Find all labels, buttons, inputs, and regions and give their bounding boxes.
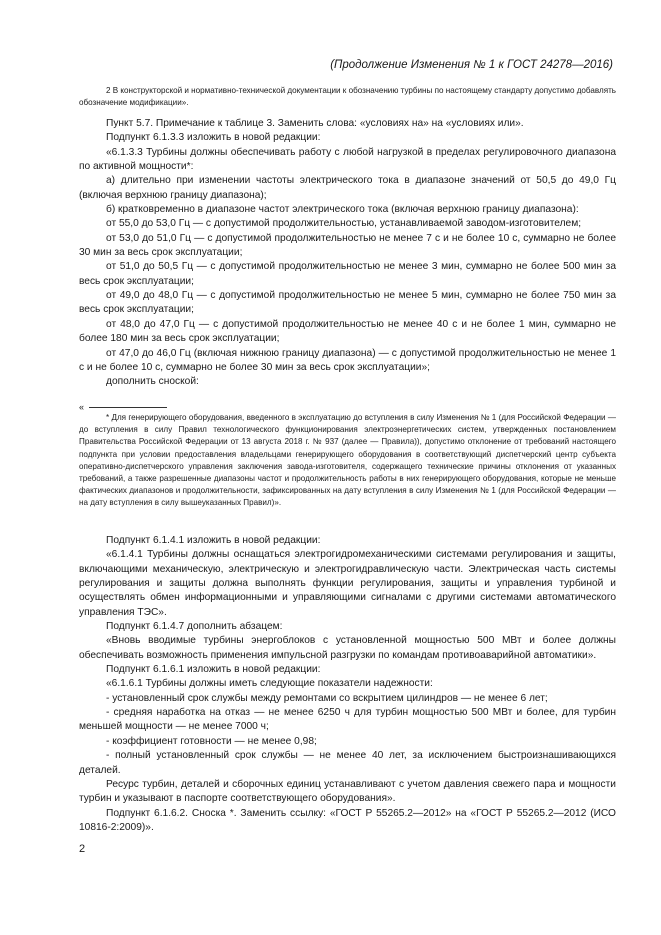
footnote-block — [79, 412, 616, 510]
paragraph: - установленный срок службы между ремонтами со вскрытием цилиндров — не менее 6 лет; — [106, 692, 548, 704]
paragraph: - полный установленный срок службы — не менее 40 лет, за исключением быстроизнашивающихся деталей. — [79, 750, 616, 776]
paragraph: - средняя наработка на отказ — не менее 6250 ч для турбин мощностью 500 МВт и более, для турбин меньшей мощности — не менее 7000 ч; — [79, 707, 616, 733]
paragraph: от 48,0 до 47,0 Гц — с допустимой продолжительностью не менее 40 с и не более 1 мин, суммарно не более 180 мин за весь срок эксплуатации; — [79, 318, 616, 345]
paragraph: от 55,0 до 53,0 Гц — с допустимой продолжительностью, устанавливаемой заводом-изготовителем; — [106, 218, 582, 230]
paragraph: «6.1.4.1 Турбины должны оснащаться электрогидромеханическими системами регулирования и защиты, включающими механическую, электрическую и электрогидравлическую части. Электрическая часть системы регулирования и защиты должна выполнять функции регулирования, защиты и управления турбиной и осуществлять обмен информационными и управляющими сигналами с другими системами автоматического управления ТЭС». — [79, 549, 616, 618]
paragraph: дополнить сноской: — [106, 376, 199, 388]
footnote-separator — [89, 407, 167, 408]
paragraph: от 47,0 до 46,0 Гц (включая нижнюю границу диапазона) — с допустимой продолжительностью не менее 1 с и не более 10 с, суммарно не более 30 мин за весь срок эксплуатации»; — [79, 347, 616, 373]
paragraph: «6.1.3.3 Турбины должны обеспечивать работу с любой нагрузкой в пределах регулировочного диапазона по активной мощности*: — [79, 146, 616, 173]
paragraph: Подпункт 6.1.3.3 изложить в новой редакции: — [106, 132, 321, 144]
paragraph: от 53,0 до 51,0 Гц — с допустимой продолжительностью не менее 7 с и не более 10 с, суммарно не более 30 мин за весь срок эксплуатации; — [79, 232, 616, 259]
section-6-1-4 — [79, 534, 616, 835]
paragraph: от 51,0 до 50,5 Гц — с допустимой продолжительностью не менее 3 мин, суммарно не более 500 мин за весь срок эксплуатации; — [79, 261, 616, 287]
paragraph: Ресурс турбин, деталей и сборочных единиц устанавливают с учетом давления свежего пара и мощности турбин и указывают в паспорте соответствующего оборудования». — [79, 778, 616, 805]
section-6-1-3-3 — [79, 117, 616, 390]
paragraph: «6.1.6.1 Турбины должны иметь следующие показатели надежности: — [106, 678, 433, 690]
note-2-text: 2 В конструкторской и нормативно-технической документации к обозначению турбины по настоящему стандарту допустимо добавлять обозначение модификации». — [79, 86, 617, 108]
footnote-open-quote: « — [79, 402, 85, 412]
paragraph: от 49,0 до 48,0 Гц — с допустимой продолжительностью не менее 5 мин, суммарно не более 750 мин за весь срок эксплуатации; — [79, 290, 616, 316]
paragraph: Подпункт 6.1.6.2. Сноска *. Заменить ссылку: «ГОСТ Р 55265.2—2012» на «ГОСТ Р 55265.2—2012 (ИСО 10816-2:2009)». — [79, 807, 616, 833]
footnote-separator-row — [79, 407, 616, 408]
paragraph: а) длительно при изменении частоты электрического тока в диапазоне значений от 50,5 до 49,0 Гц (включая верхнюю границу диапазона); — [79, 175, 616, 201]
paragraph: «Вновь вводимые турбины энергоблоков с установленной мощностью 500 МВт и более должны обеспечивать возможность применения импульсной разгрузки по командам противоаварийной автоматики». — [79, 635, 616, 661]
paragraph: б) кратковременно в диапазоне частот электрического тока (включая верхнюю границу диапазона): — [106, 204, 579, 216]
running-header: (Продолжение Изменения № 1 к ГОСТ 24278—2016) — [330, 59, 613, 71]
paragraph: Подпункт 6.1.4.1 изложить в новой редакции: — [106, 535, 321, 546]
note-2-block — [79, 85, 616, 109]
paragraph: Пункт 5.7. Примечание к таблице 3. Заменить слова: «условиях на» на «условиях или». — [106, 118, 524, 129]
paragraph: Подпункт 6.1.4.7 дополнить абзацем: — [106, 621, 283, 633]
paragraph: - коэффициент готовности — не менее 0,98; — [106, 735, 317, 747]
page-number: 2 — [79, 843, 86, 855]
paragraph: Подпункт 6.1.6.1 изложить в новой редакции: — [106, 664, 321, 676]
footnote-text: * Для генерирующего оборудования, введенного в эксплуатацию до вступления в силу Изменения № 1 (для Российской Федерации — до вступления в силу Правил технологического функционирования электроэнергетических систем, утвержденных постановлением Правительства Российской Федерации от 13 августа 2018 г. № 937 (далее — Правила)), допустимо отклонение от требований настоящего подпункта при условии предоставления владельцами генерирующего оборудования в соответствующий диспетчерский центр субъекта оперативно-диспетчерского управления заключения завода-изготовителя, содержащего технические причины отклонения от указанных требований, а также разрешенные диапазоны частот и продолжительность работы в них генерирующего оборудования, которые не меньше фактических диапазонов и продолжительности, зафиксированных на дату вступления в силу Изменения № 1 (для Российской Федерации — на дату вступления в силу вышеуказанных Правил)». — [79, 413, 616, 508]
